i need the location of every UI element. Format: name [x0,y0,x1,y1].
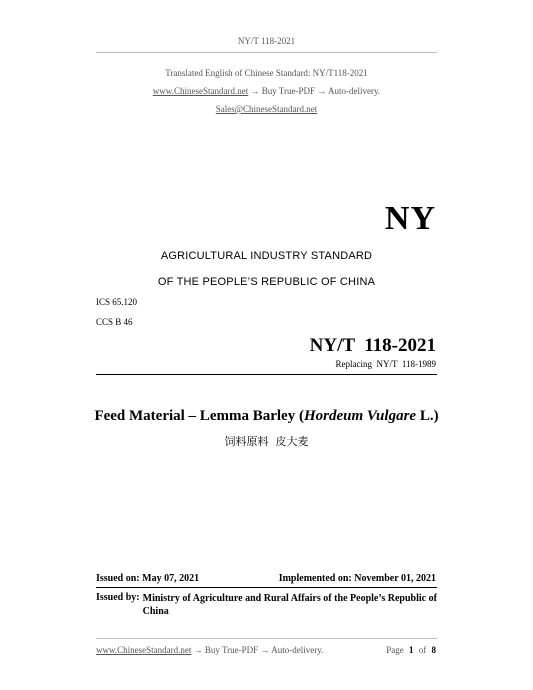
issued-on: Issued on: May 07, 2021 [96,573,200,584]
title-suffix: L.) [416,408,439,424]
running-header: NY/T 118-2021 [237,36,296,46]
header-rule [96,52,437,53]
ny-mark: NY [384,200,436,237]
issued-by [96,592,437,618]
auto-delivery-text: Auto-delivery. [328,86,381,96]
title-rule [96,374,437,375]
issued-by-label: Issued by: [96,592,140,603]
arrow-right-icon: → [250,86,260,96]
page-total: 8 [431,645,436,655]
arrow-right-icon: → [193,645,203,655]
arrow-right-icon: → [317,86,327,96]
implemented-on: Implemented on: November 01, 2021 [278,573,436,584]
page-label: Page [386,645,404,655]
buy-true-pdf-text: Buy True-PDF [261,86,315,96]
translation-note: Translated English of Chinese Standard: NY/T118-2021 [165,68,368,78]
footer-rule [96,638,437,639]
footer-buy-line [96,645,323,655]
standard-type-line2: OF THE PEOPLE’S REPUBLIC OF CHINA [157,276,376,288]
page-indicator [386,645,436,655]
arrow-right-icon: → [260,645,270,655]
ccs-code: CCS B 46 [96,317,133,327]
document-title [0,408,533,425]
title-prefix: Feed Material – Lemma Barley ( [94,408,304,424]
footer-auto-delivery-text: Auto-delivery. [271,645,324,655]
email-line [0,104,533,114]
page-of: of [418,645,427,655]
issue-rule [96,587,437,588]
footer-buy-true-pdf-text: Buy True-PDF [204,645,259,655]
issued-by-org-line2: China [142,606,169,617]
standard-number: NY/T 118-2021 [309,335,436,356]
document-title-chinese: 饲料原料 皮大麦 [224,435,309,448]
sales-email-link[interactable]: Sales@ChineseStandard.net [215,104,318,114]
standard-type-line1: AGRICULTURAL INDUSTRY STANDARD [160,250,373,262]
issued-by-org-line1: Ministry of Agriculture and Rural Affairs of the People’s Republic of [142,593,437,604]
site-link[interactable]: www.ChineseStandard.net [152,86,249,96]
buy-line [0,86,533,96]
page-current: 1 [409,645,414,655]
replacing-note: Replacing NY/T 118-1989 [335,359,436,369]
ics-code: ICS 65.120 [96,297,138,307]
title-latin-name: Hordeum Vulgare [303,408,417,424]
footer-site-link[interactable]: www.ChineseStandard.net [96,645,192,655]
